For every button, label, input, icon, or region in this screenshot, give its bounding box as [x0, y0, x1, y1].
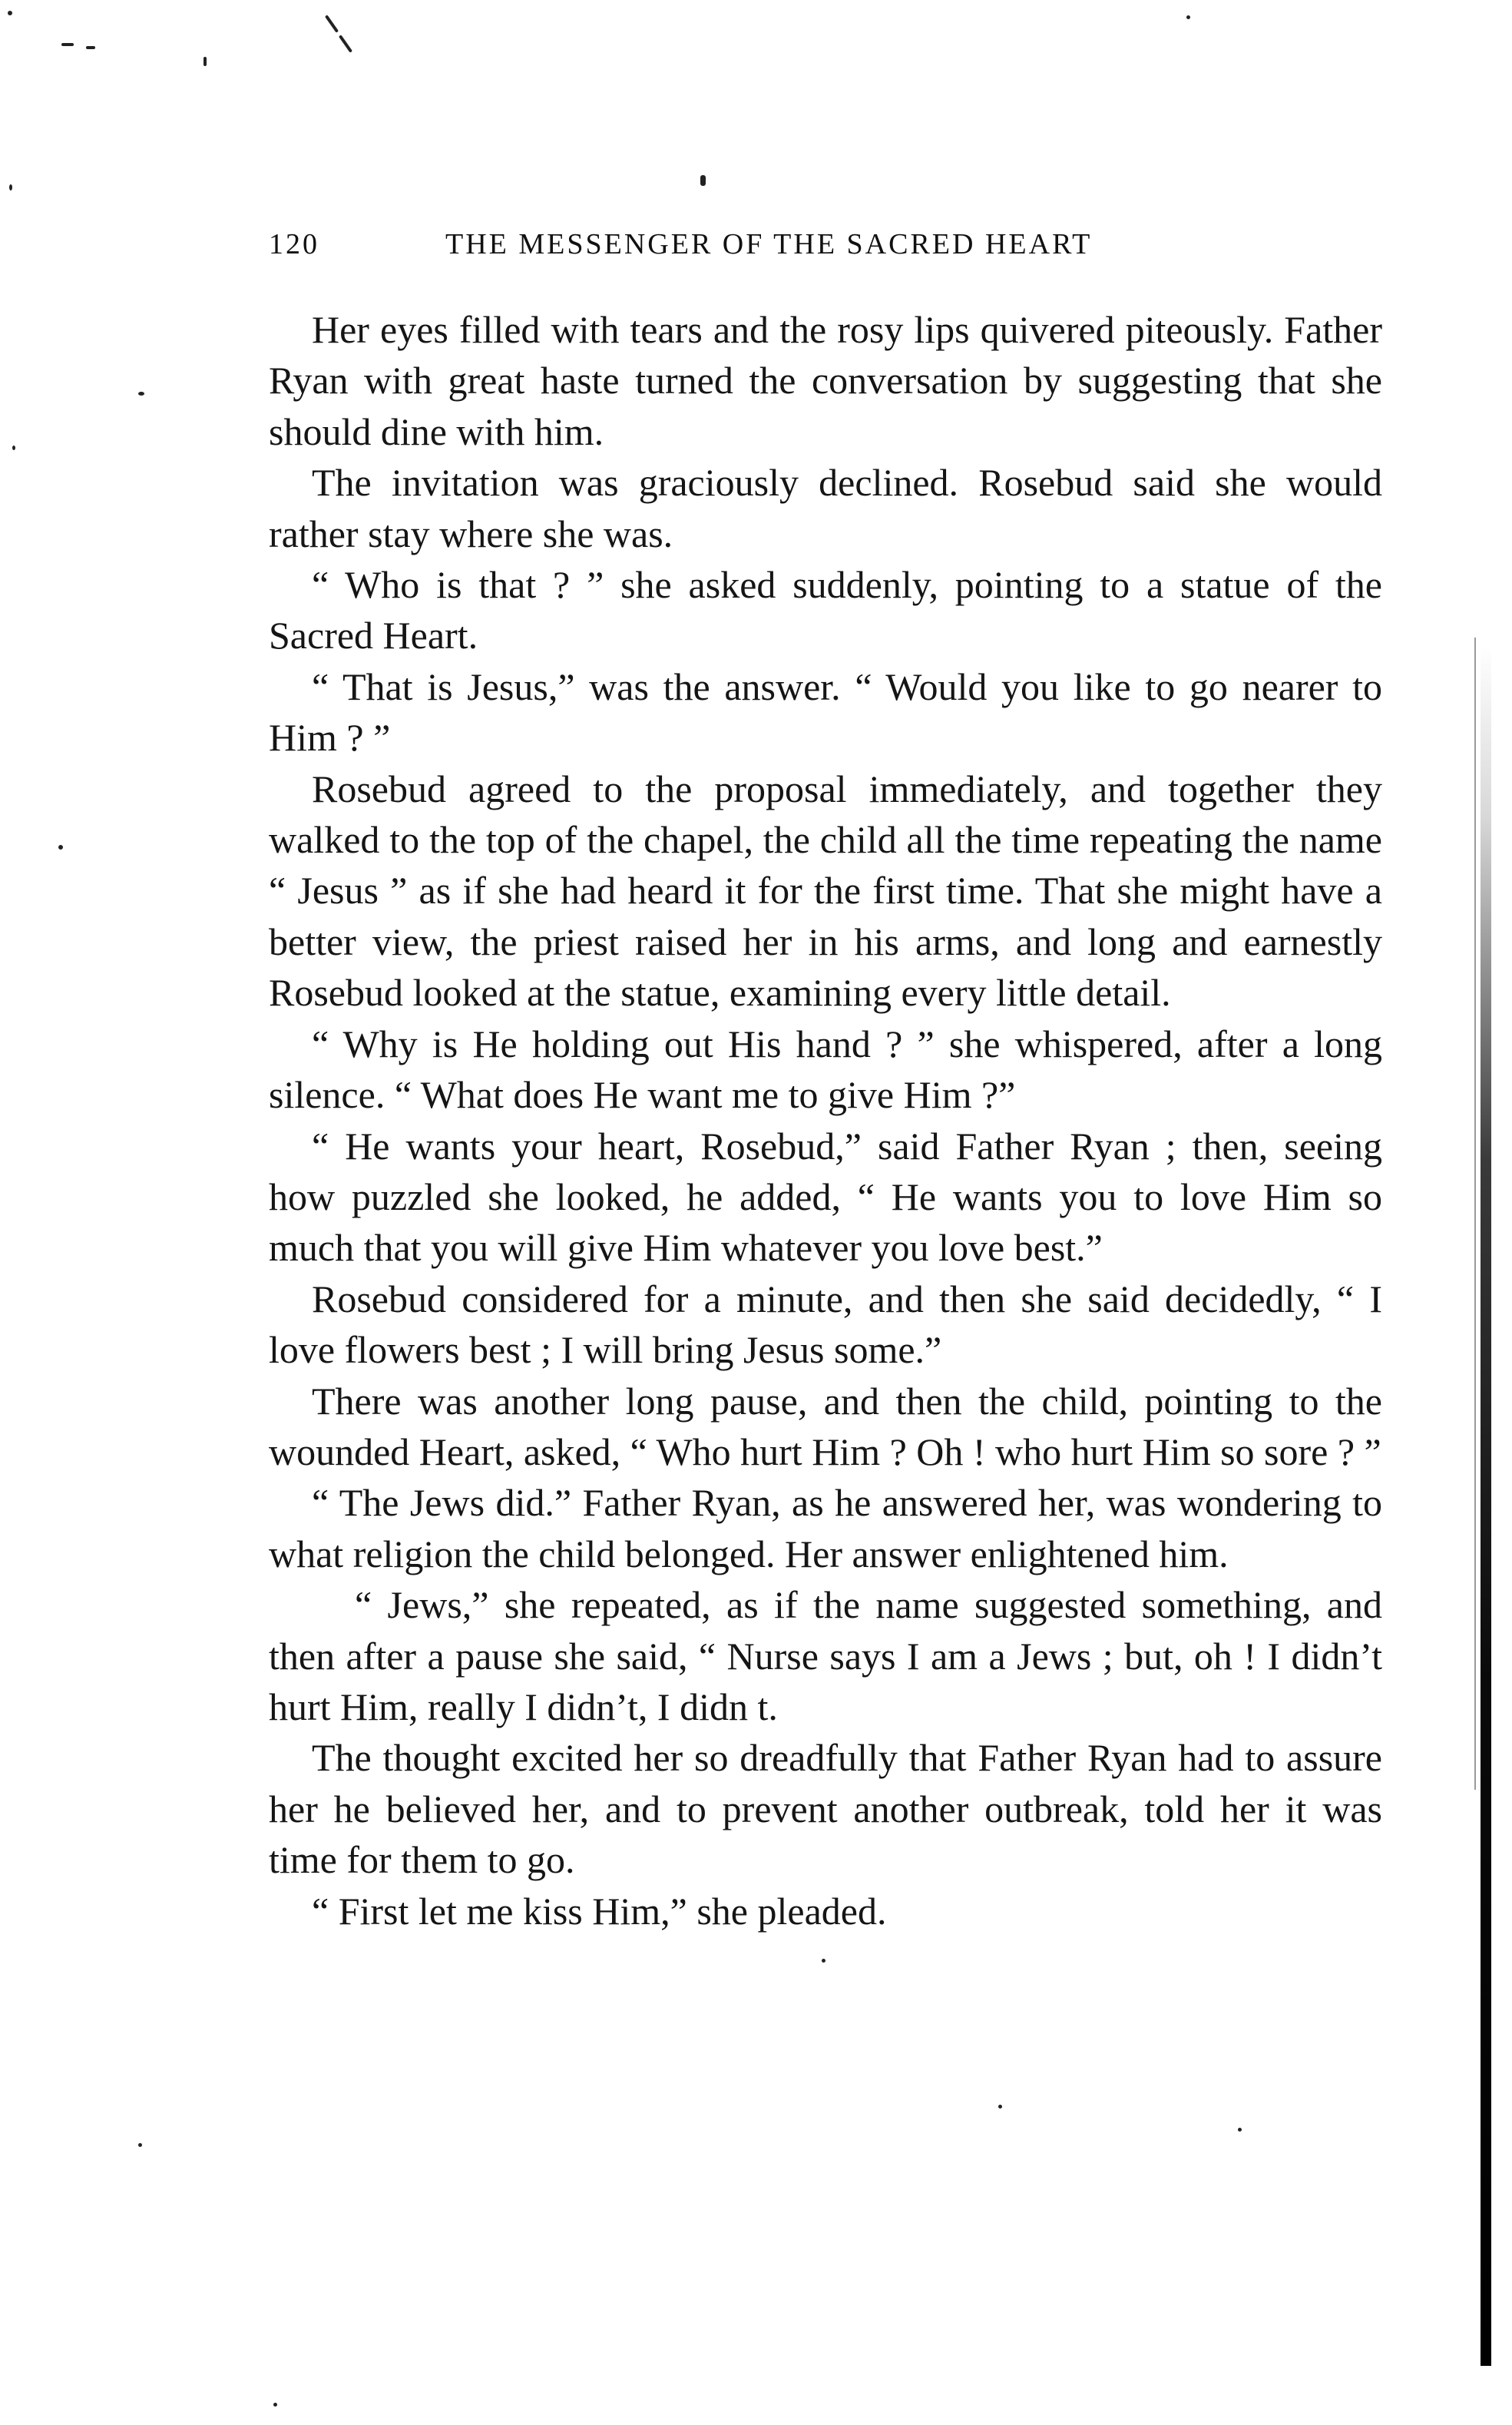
paragraph: “ That is Jesus,” was the answer. “ Would you like to go nearer to Him ? ”: [269, 664, 1382, 760]
scan-speck: [86, 46, 95, 49]
paragraph: Her eyes filled with tears and the rosy lips quivered piteously. Father Ryan with great haste turned the conversation by suggesting that she should dine with him.: [269, 308, 1382, 453]
paragraph: “ First let me kiss Him,” she pleaded.: [312, 1889, 887, 1933]
paragraph: “ Jews,” she repeated, as if the name suggested something, and then after a pause she said, “ Nurse says I am a Jews ; but, oh ! I didn’t hurt Him, really I didn’t, I didn t.: [269, 1583, 1382, 1728]
page-header: [269, 227, 1275, 273]
paragraph: “ The Jews did.” Father Ryan, as he answered her, was wondering to what religion the child belonged. Her answer enlightened him.: [269, 1481, 1382, 1575]
scan-speck: [61, 43, 74, 46]
paragraph: “ He wants your heart, Rosebud,” said Father Ryan ; then, seeing how puzzled she looked, he added, “ He wants you to love Him so much that you will give Him whatever you love best.”: [269, 1124, 1382, 1270]
scan-speck: [203, 57, 207, 66]
body-text: [269, 304, 1382, 1936]
paragraph: Rosebud agreed to the proposal immediately, and together they walked to the top of the chapel, the child all the time repeating the name “ Jesus ” as if she had heard it for the first time. That she might have a better view, the priest raised her in his arms, and long and earnestly Rosebud looked at the statue, examining every little detail.: [269, 767, 1382, 1015]
scan-speck: [700, 175, 706, 186]
paragraph: There was another long pause, and then the child, pointing to the wounded Heart, asked, “ Who hurt Him ? Oh ! who hurt Him so sore ? ”: [269, 1379, 1382, 1473]
scan-speck: [138, 2143, 142, 2147]
scan-speck: [998, 2105, 1002, 2109]
page-edge-line: [1474, 638, 1476, 1790]
scan-speck: [1238, 2128, 1242, 2132]
scan-speck: [58, 845, 63, 850]
scan-speck: [138, 392, 144, 396]
paragraph: Rosebud considered for a minute, and then she said decidedly, “ I love flowers best ; I will bring Jesus some.”: [269, 1277, 1382, 1372]
paragraph: “ Who is that ? ” she asked suddenly, pointing to a statue of the Sacred Heart.: [269, 563, 1382, 658]
paragraph: The invitation was graciously declined. Rosebud said she would rather stay where she was.: [269, 461, 1382, 555]
running-title: THE MESSENGER OF THE SACRED HEART: [445, 228, 1093, 260]
paragraph: The thought excited her so dreadfully that Father Ryan had to assure her he believed her, and to prevent another outbreak, told her it was time for them to go.: [269, 1736, 1382, 1882]
page-edge-shadow: [1481, 645, 1491, 2366]
scan-speck: [273, 2403, 277, 2407]
page-number: 120: [269, 228, 319, 260]
scan-speck: [325, 15, 339, 33]
scan-speck: [1186, 15, 1190, 19]
scan-speck: [9, 184, 12, 190]
scan-speck: [8, 11, 12, 15]
scan-speck: [339, 35, 352, 53]
paragraph: “ Why is He holding out His hand ? ” she whispered, after a long silence. “ What does He want me to give Him ?”: [269, 1022, 1382, 1117]
scan-speck: [822, 1959, 825, 1963]
scan-speck: [12, 446, 15, 450]
